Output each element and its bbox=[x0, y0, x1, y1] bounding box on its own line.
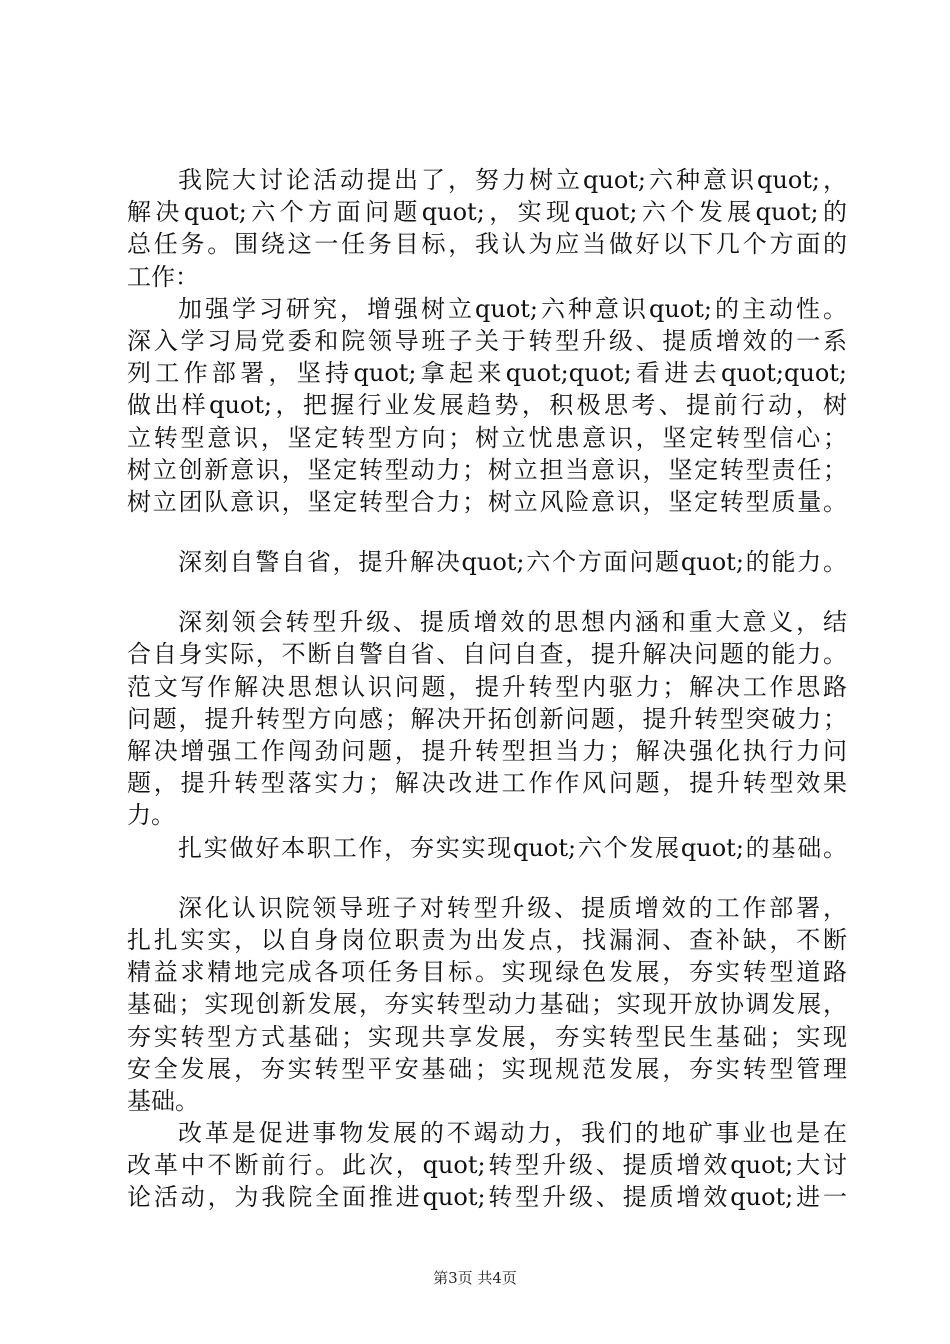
paragraph-line: 解决增强工作闯劲问题，提升转型担当力；解决强化执行力问 bbox=[127, 737, 847, 765]
paragraph-line: 深化认识院领导班子对转型升级、提质增效的工作部署， bbox=[178, 893, 847, 922]
paragraph-line: 改革是促进事物发展的不竭动力，我们的地矿事业也是在 bbox=[178, 1119, 847, 1148]
paragraph-line: 解决quot;六个方面问题quot;，实现quot;六个发展quot;的 bbox=[127, 198, 847, 227]
paragraph-line: 问题，提升转型方向感；解决开拓创新问题，提升转型突破力； bbox=[127, 704, 847, 733]
paragraph-line: 列工作部署，坚持quot;拿起来quot;quot;看进去quot;quot; bbox=[127, 359, 847, 388]
paragraph-line: 精益求精地完成各项任务目标。实现绿色发展，夯实转型道路 bbox=[127, 958, 847, 987]
paragraph-gap bbox=[127, 578, 847, 606]
paragraph-line: 夯实转型方式基础；实现共享发展，夯实转型民生基础；实现 bbox=[127, 1022, 847, 1051]
paragraph-line: 题，提升转型落实力；解决改进工作作风问题，提升转型效果 bbox=[127, 769, 847, 798]
paragraph-line: 合自身实际，不断自警自省、自问自查，提升解决问题的能力。 bbox=[127, 640, 847, 669]
paragraph-line: 安全发展，夯实转型平安基础；实现规范发展，夯实转型管理 bbox=[127, 1054, 847, 1083]
paragraph-line: 加强学习研究，增强树立quot;六种意识quot;的主动性。 bbox=[178, 294, 847, 323]
paragraph-line: 深刻领会转型升级、提质增效的思想内涵和重大意义，结 bbox=[178, 608, 847, 637]
page-number-footer: 第3页 共4页 bbox=[433, 1269, 517, 1287]
paragraph-line: 工作： bbox=[127, 262, 199, 291]
paragraph-line: 树立创新意识，坚定转型动力；树立担当意识，坚定转型责任； bbox=[127, 455, 847, 484]
paragraph-line: 总任务。围绕这一任务目标，我认为应当做好以下几个方面的 bbox=[127, 230, 847, 259]
paragraph-line: 改革中不断前行。此次，quot;转型升级、提质增效quot;大讨 bbox=[127, 1151, 847, 1180]
paragraph-line: 深刻自警自省，提升解决quot;六个方面问题quot;的能力。 bbox=[178, 548, 847, 577]
paragraph-line: 做出样quot;，把握行业发展趋势，积极思考、提前行动，树 bbox=[127, 391, 847, 420]
document-body bbox=[127, 164, 847, 1214]
paragraph-line: 深入学习局党委和院领导班子关于转型升级、提质增效的一系 bbox=[127, 326, 847, 355]
paragraph-line: 扎实做好本职工作，夯实实现quot;六个发展quot;的基础。 bbox=[178, 833, 847, 862]
paragraph-line: 基础。 bbox=[127, 1086, 199, 1115]
paragraph-line: 扎扎实实，以自身岗位职责为出发点，找漏洞、查补缺，不断 bbox=[127, 925, 847, 954]
paragraph-line: 范文写作解决思想认识问题，提升转型内驱力；解决工作思路 bbox=[127, 672, 847, 701]
paragraph-gap bbox=[127, 864, 847, 892]
paragraph-line: 力。 bbox=[127, 801, 175, 830]
paragraph-gap bbox=[127, 518, 847, 546]
paragraph-line: 立转型意识，坚定转型方向；树立忧患意识，坚定转型信心； bbox=[127, 423, 847, 452]
paragraph-line: 树立团队意识，坚定转型合力；树立风险意识，坚定转型质量。 bbox=[127, 487, 847, 516]
paragraph-line: 论活动，为我院全面推进quot;转型升级、提质增效quot;进一 bbox=[127, 1183, 847, 1212]
paragraph-line: 基础；实现创新发展，夯实转型动力基础；实现开放协调发展， bbox=[127, 990, 847, 1019]
paragraph-line: 我院大讨论活动提出了，努力树立quot;六种意识quot;， bbox=[178, 166, 847, 194]
